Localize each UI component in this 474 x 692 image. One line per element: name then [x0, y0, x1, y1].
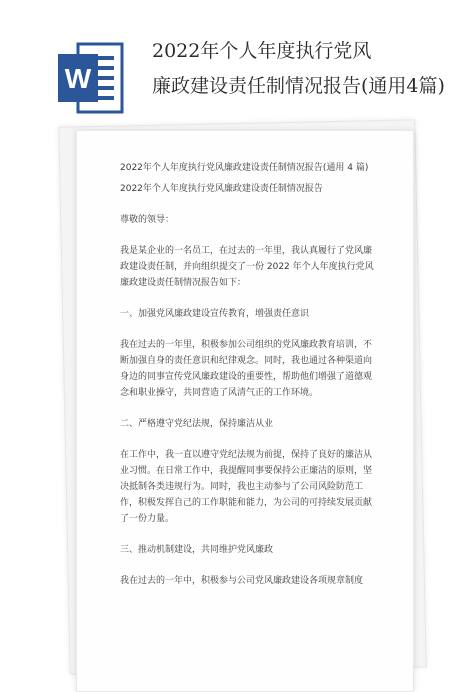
- doc-heading-1: 2022年个人年度执行党风廉政建设责任制情况报告(通用 4 篇): [120, 163, 369, 173]
- page-title: [152, 34, 472, 104]
- intro-paragraph: 我是某企业的一名员工，在过去的一年里，我认真履行了党风廉政建设责任制，并向组织提交了一份 2022 年个人年度执行党风廉政建设责任制情况报告如下：: [120, 246, 374, 288]
- document-content: [120, 160, 380, 604]
- salutation: 尊敬的领导：: [120, 215, 175, 225]
- header: [0, 0, 474, 130]
- svg-text:W: W: [64, 63, 92, 94]
- word-document-icon: [56, 40, 126, 116]
- section-2-body: 在工作中，我一直以遵守党纪法规为前提，保持了良好的廉洁从业习惯。在日常工作中，我提醒同事要保持公正廉洁的原则，坚决抵制各类违规行为。同时，我也主动参与了公司风险防范工作，积极发挥自己的工作职能和能力，为公司的可持续发展贡献了一份力量。: [120, 450, 373, 524]
- section-2-title: 二、严格遵守党纪法规，保持廉洁从业: [120, 419, 274, 429]
- doc-heading-2: 2022年个人年度执行党风廉政建设责任制情况报告: [120, 184, 323, 194]
- section-3-title: 三、推动机制建设，共同维护党风廉政: [120, 545, 274, 555]
- title-line-2: 廉政建设责任制情况报告(通用4篇): [152, 75, 445, 97]
- section-1-body: 我在过去的一年里，积极参加公司组织的党风廉政教育培训，不断加强自身的责任意识和纪律观念。同时，我也通过各种渠道向身边的同事宣传党风廉政建设的重要性，帮助他们增强了道德观念和职业操守，共同营造了风清气正的工作环境。: [120, 340, 373, 398]
- title-line-1: 2022年个人年度执行党风: [152, 40, 372, 62]
- section-3-body: 我在过去的一年中，积极参与公司党风廉政建设各项规章制度: [120, 576, 364, 586]
- section-1-title: 一、加强党风廉政建设宣传教育，增强责任意识: [120, 309, 310, 319]
